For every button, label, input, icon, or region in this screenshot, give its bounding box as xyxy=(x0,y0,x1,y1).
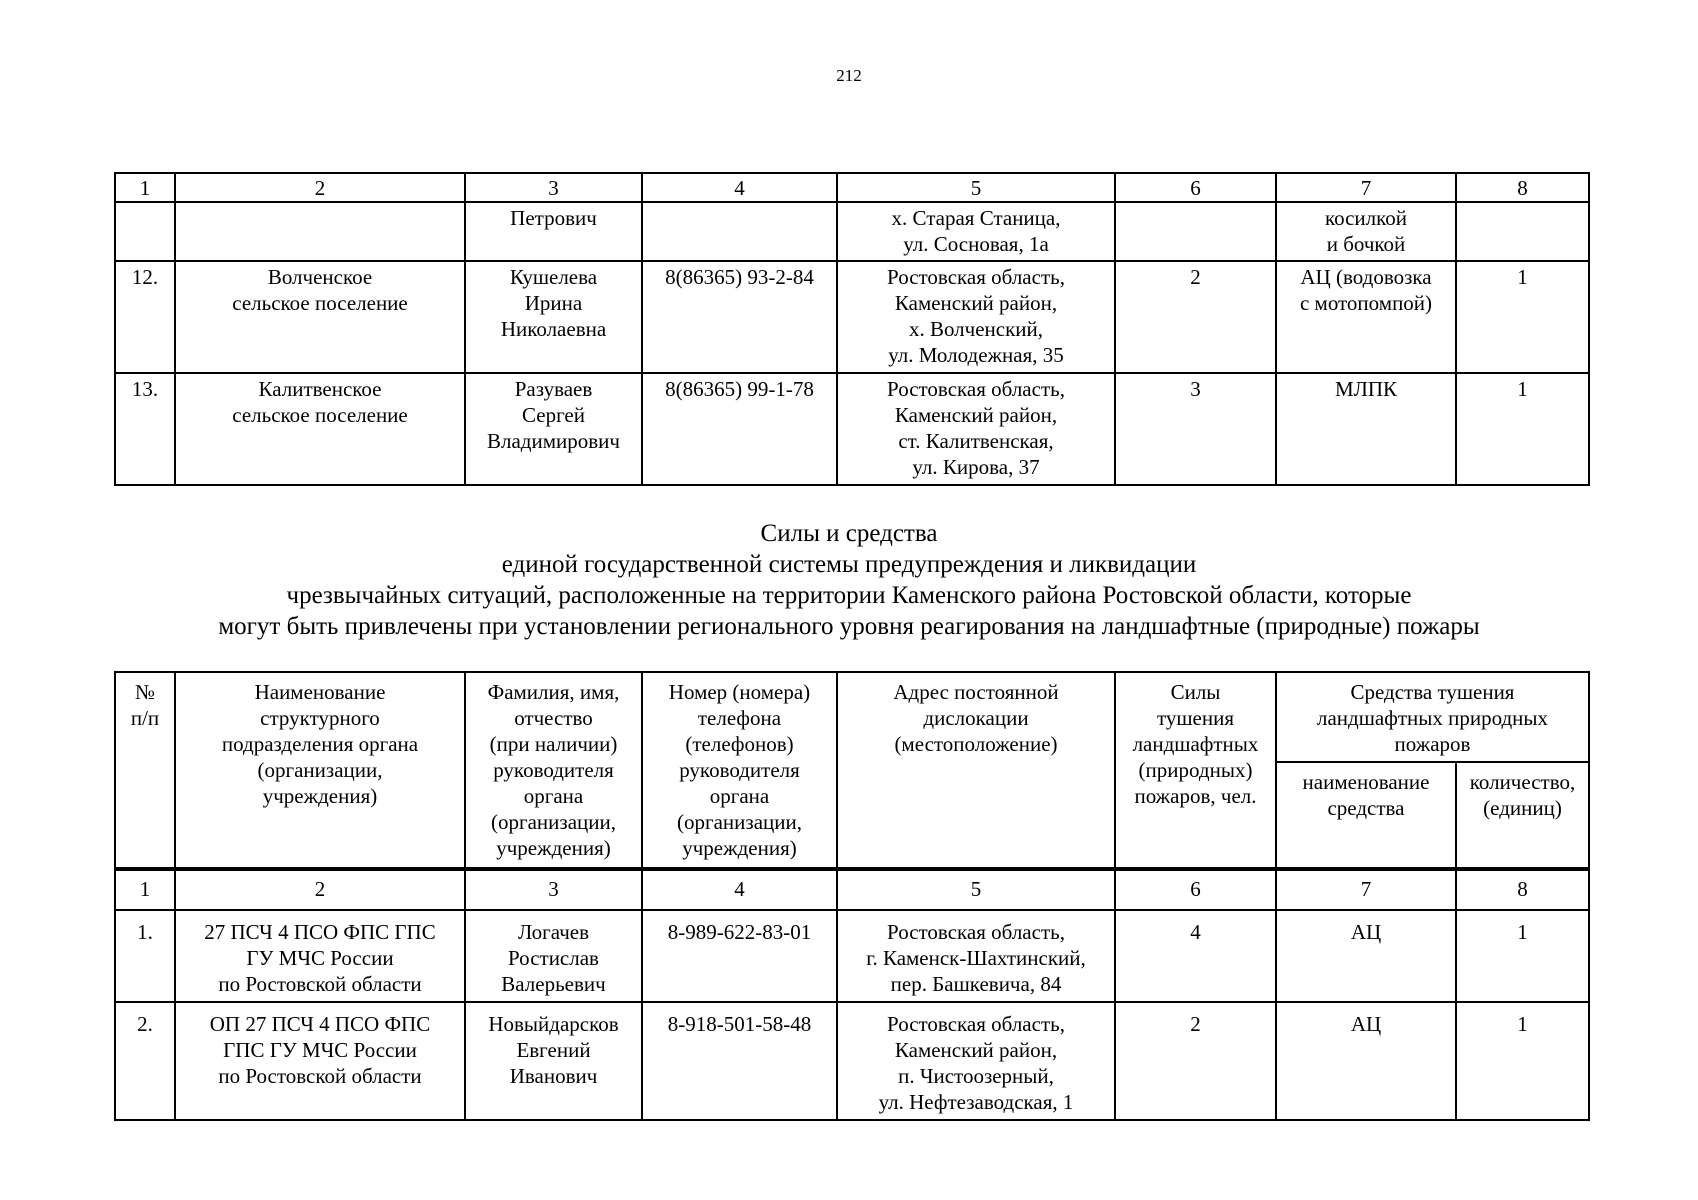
means-name-cell: АЦ (водовозка с мотопомпой) xyxy=(1276,261,1456,373)
header-row-number: № п/п xyxy=(115,672,175,869)
table-header-row xyxy=(115,672,1589,762)
forces-cell xyxy=(1115,202,1276,261)
column-number-row xyxy=(115,869,1589,910)
row-number-cell: 2. xyxy=(115,1002,175,1120)
column-number: 3 xyxy=(465,173,642,202)
column-number: 1 xyxy=(115,869,175,910)
section-heading: Силы и средства единой государственной системы предупреждения и ликвидации чрезвычайных ситуаций, расположенные на территории Каменского района Ростовской области, которые могут быть привлечены при установлении регионального уровня реагирования на ландшафтные (природные) пожары xyxy=(218,520,1480,640)
column-number: 5 xyxy=(837,173,1115,202)
column-number: 7 xyxy=(1276,173,1456,202)
means-name-cell: косилкой и бочкой xyxy=(1276,202,1456,261)
forces-cell: 4 xyxy=(1115,910,1276,1002)
header-phone: Номер (номера) телефона (телефонов) руководителя органа (организации, учреждения) xyxy=(642,672,837,869)
forces-table xyxy=(114,671,1590,1121)
header-address: Адрес постоянной дислокации (местоположение) xyxy=(837,672,1115,869)
header-unit-name: Наименование структурного подразделения органа (организации, учреждения) xyxy=(175,672,465,869)
forces-cell: 3 xyxy=(1115,373,1276,485)
row-number-cell: 12. xyxy=(115,261,175,373)
address-cell: Ростовская область, Каменский район, ст. Калитвенская, ул. Кирова, 37 xyxy=(837,373,1115,485)
head-name-cell: Разуваев Сергей Владимирович xyxy=(465,373,642,485)
continued-table xyxy=(114,172,1590,486)
means-qty-cell xyxy=(1456,202,1589,261)
column-number: 6 xyxy=(1115,173,1276,202)
means-name-cell: МЛПК xyxy=(1276,373,1456,485)
phone-cell: 8(86365) 93-2-84 xyxy=(642,261,837,373)
head-name-cell: Логачев Ростислав Валерьевич xyxy=(465,910,642,1002)
table-row xyxy=(115,910,1589,1002)
means-qty-cell: 1 xyxy=(1456,1002,1589,1120)
address-cell: Ростовская область, Каменский район, х. Волченский, ул. Молодежная, 35 xyxy=(837,261,1115,373)
phone-cell: 8-989-622-83-01 xyxy=(642,910,837,1002)
unit-name-cell: Калитвенское сельское поселение xyxy=(175,373,465,485)
column-number: 3 xyxy=(465,869,642,910)
means-qty-cell: 1 xyxy=(1456,261,1589,373)
row-number-cell: 1. xyxy=(115,910,175,1002)
column-number: 5 xyxy=(837,869,1115,910)
unit-name-cell: 27 ПСЧ 4 ПСО ФПС ГПС ГУ МЧС России по Ростовской области xyxy=(175,910,465,1002)
table-row xyxy=(115,1002,1589,1120)
row-number-cell xyxy=(115,202,175,261)
head-name-cell: Новыйдарсков Евгений Иванович xyxy=(465,1002,642,1120)
table-row xyxy=(115,261,1589,373)
means-name-cell: АЦ xyxy=(1276,1002,1456,1120)
table-row xyxy=(115,373,1589,485)
row-number-cell: 13. xyxy=(115,373,175,485)
header-means-group: Средства тушения ландшафтных природных пожаров xyxy=(1276,672,1589,762)
column-number: 4 xyxy=(642,869,837,910)
address-cell: Ростовская область, Каменский район, п. Чистоозерный, ул. Нефтезаводская, 1 xyxy=(837,1002,1115,1120)
column-number: 6 xyxy=(1115,869,1276,910)
column-number: 8 xyxy=(1456,173,1589,202)
address-cell: Ростовская область, г. Каменск-Шахтинский, пер. Башкевича, 84 xyxy=(837,910,1115,1002)
means-qty-cell: 1 xyxy=(1456,373,1589,485)
column-number: 8 xyxy=(1456,869,1589,910)
unit-name-cell: ОП 27 ПСЧ 4 ПСО ФПС ГПС ГУ МЧС России по Ростовской области xyxy=(175,1002,465,1120)
header-means-name: наименование средства xyxy=(1276,762,1456,869)
head-name-cell: Кушелева Ирина Николаевна xyxy=(465,261,642,373)
address-cell: х. Старая Станица, ул. Сосновая, 1а xyxy=(837,202,1115,261)
means-qty-cell: 1 xyxy=(1456,910,1589,1002)
column-number: 2 xyxy=(175,173,465,202)
phone-cell: 8-918-501-58-48 xyxy=(642,1002,837,1120)
unit-name-cell xyxy=(175,202,465,261)
column-number: 7 xyxy=(1276,869,1456,910)
unit-name-cell: Волченское сельское поселение xyxy=(175,261,465,373)
column-number: 2 xyxy=(175,869,465,910)
page-number: 212 xyxy=(836,66,862,85)
phone-cell: 8(86365) 99-1-78 xyxy=(642,373,837,485)
header-means-qty: количество, (единиц) xyxy=(1456,762,1589,869)
means-name-cell: АЦ xyxy=(1276,910,1456,1002)
forces-cell: 2 xyxy=(1115,261,1276,373)
head-name-cell: Петрович xyxy=(465,202,642,261)
column-number-row xyxy=(115,173,1589,202)
header-forces: Силы тушения ландшафтных (природных) пожаров, чел. xyxy=(1115,672,1276,869)
forces-cell: 2 xyxy=(1115,1002,1276,1120)
header-head-name: Фамилия, имя, отчество (при наличии) руководителя органа (организации, учреждения) xyxy=(465,672,642,869)
phone-cell xyxy=(642,202,837,261)
column-number: 4 xyxy=(642,173,837,202)
column-number: 1 xyxy=(115,173,175,202)
table-row xyxy=(115,202,1589,261)
